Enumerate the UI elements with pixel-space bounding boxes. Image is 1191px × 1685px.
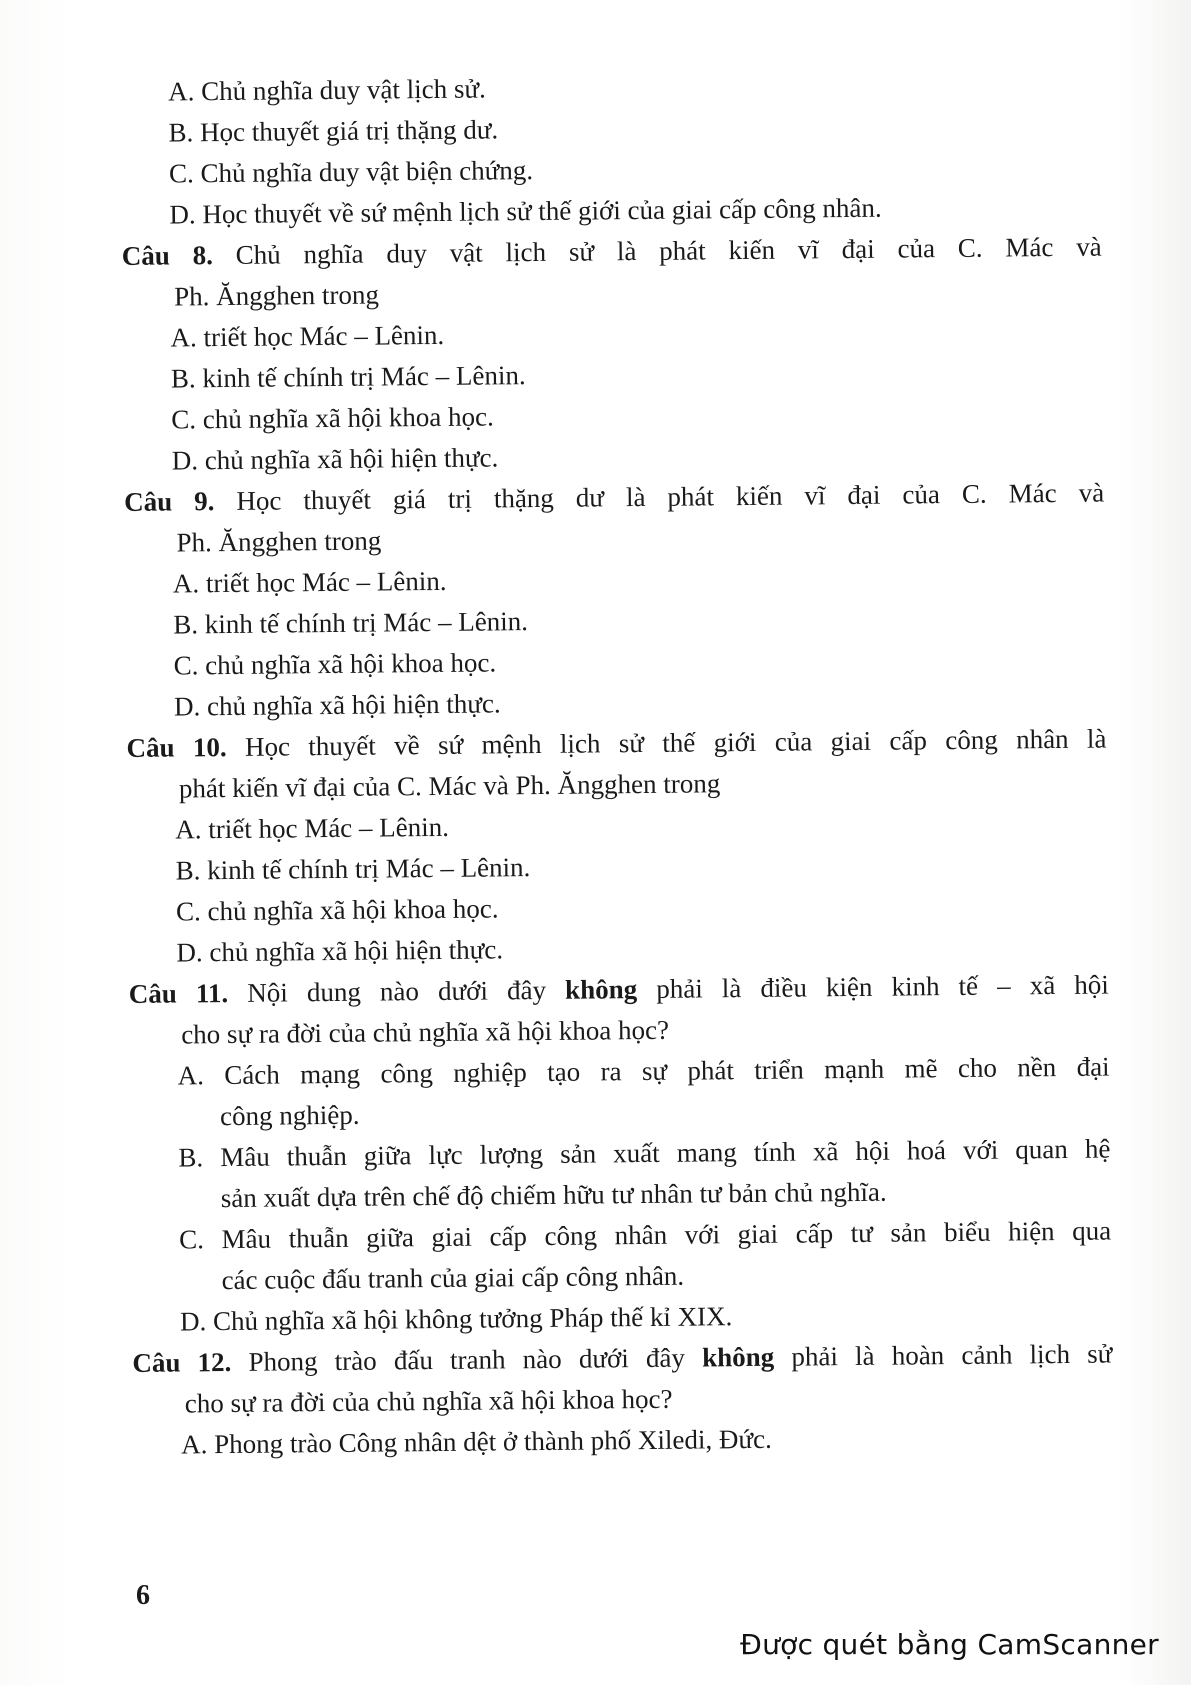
question-11-stem-emphasis: không — [564, 974, 638, 1005]
question-11-option-b-cont: sản xuất dựa trên chế độ chiếm hữu tư nhân tư bản chủ nghĩa. — [220, 1176, 887, 1214]
question-8-stem-cont: Ph. Ăngghen trong — [174, 279, 380, 312]
prev-option-c: C. Chủ nghĩa duy vật biện chứng. — [168, 155, 534, 189]
question-10-stem-cont: phát kiến vĩ đại của C. Mác và Ph. Ăngghen trong — [178, 768, 721, 804]
question-12 — [132, 1334, 1113, 1466]
question-12-option-a: A. Phong trào Công nhân dệt ở thành phố Xiledi, Đức. — [181, 1423, 772, 1460]
question-11-option-b: B. Mâu thuẫn giữa lực lượng sản xuất mang tính xã hội hoá với quan hệ — [178, 1133, 1111, 1173]
question-12-label: Câu 12. — [132, 1346, 232, 1378]
question-10-option-b: B. kinh tế chính trị Mác – Lênin. — [175, 852, 531, 886]
question-8-option-d: D. chủ nghĩa xã hội hiện thực. — [171, 442, 499, 476]
question-10-label: Câu 10. — [126, 732, 227, 763]
question-8-option-a: A. triết học Mác – Lênin. — [170, 319, 445, 353]
question-11-stem-post: phải là điều kiện kinh tế – xã hội — [656, 969, 1109, 1004]
question-11-stem-cont: cho sự ra đời của chủ nghĩa xã hội khoa học? — [181, 1014, 670, 1050]
page-content — [120, 63, 1113, 1466]
question-11-stem-pre: Nội dung nào dưới đây — [247, 974, 547, 1008]
question-9-option-a: A. triết học Mác – Lênin. — [172, 565, 447, 599]
prev-option-d: D. Học thuyết về sứ mệnh lịch sử thế giới của giai cấp công nhân. — [169, 192, 882, 230]
question-11-option-a-cont: công nghiệp. — [219, 1099, 360, 1132]
question-8 — [122, 227, 1104, 482]
question-9-stem-text: Học thuyết giá trị thặng dư là phát kiến vĩ đại của C. Mác và — [236, 477, 1105, 516]
question-9-stem-cont: Ph. Ăngghen trong — [176, 525, 382, 558]
question-10-option-c: C. chủ nghĩa xã hội khoa học. — [175, 893, 499, 927]
question-8-option-c: C. chủ nghĩa xã hội khoa học. — [171, 401, 494, 435]
question-10-option-a: A. triết học Mác – Lênin. — [175, 811, 450, 845]
scanner-watermark: Được quét bằng CamScanner — [740, 1628, 1159, 1661]
prev-option-a: A. Chủ nghĩa duy vật lịch sử. — [168, 73, 486, 107]
question-10-stem-text: Học thuyết về sứ mệnh lịch sử thế giới của giai cấp công nhân là — [244, 723, 1107, 762]
question-11-label: Câu 11. — [128, 978, 229, 1009]
question-11-option-c: C. Mâu thuẫn giữa giai cấp công nhân với giai cấp tư sản biểu hiện qua — [179, 1215, 1112, 1255]
question-10-option-d: D. chủ nghĩa xã hội hiện thực. — [176, 934, 504, 968]
question-12-stem-pre: Phong trào đấu tranh nào dưới đây — [248, 1342, 686, 1377]
question-12-stem-cont: cho sự ra đời của chủ nghĩa xã hội khoa học? — [184, 1383, 673, 1419]
question-9-option-d: D. chủ nghĩa xã hội hiện thực. — [173, 688, 501, 722]
question-10 — [126, 719, 1108, 974]
page-number: 6 — [136, 1580, 150, 1611]
question-9-option-c: C. chủ nghĩa xã hội khoa học. — [173, 647, 497, 681]
question-11-option-d: D. Chủ nghĩa xã hội không tưởng Pháp thế kỉ XIX. — [179, 1301, 733, 1337]
question-11-option-a: A. Cách mạng công nghiệp tạo ra sự phát triển mạnh mẽ cho nền đại — [177, 1051, 1110, 1091]
question-8-stem-text: Chủ nghĩa duy vật lịch sử là phát kiến vĩ đại của C. Mác và — [235, 231, 1102, 270]
question-9 — [124, 473, 1106, 728]
question-12-stem-post: phải là hoàn cảnh lịch sử — [791, 1338, 1113, 1372]
question-9-option-b: B. kinh tế chính trị Mác – Lênin. — [173, 606, 529, 640]
question-11-option-c-cont: các cuộc đấu tranh của giai cấp công nhân. — [221, 1260, 685, 1296]
question-9-label: Câu 9. — [123, 486, 215, 517]
prev-option-b: B. Học thuyết giá trị thặng dư. — [168, 114, 499, 148]
question-8-label: Câu 8. — [121, 240, 214, 271]
question-11 — [129, 965, 1112, 1343]
question-12-stem-emphasis: không — [702, 1341, 775, 1373]
question-8-option-b: B. kinh tế chính trị Mác – Lênin. — [170, 360, 526, 394]
